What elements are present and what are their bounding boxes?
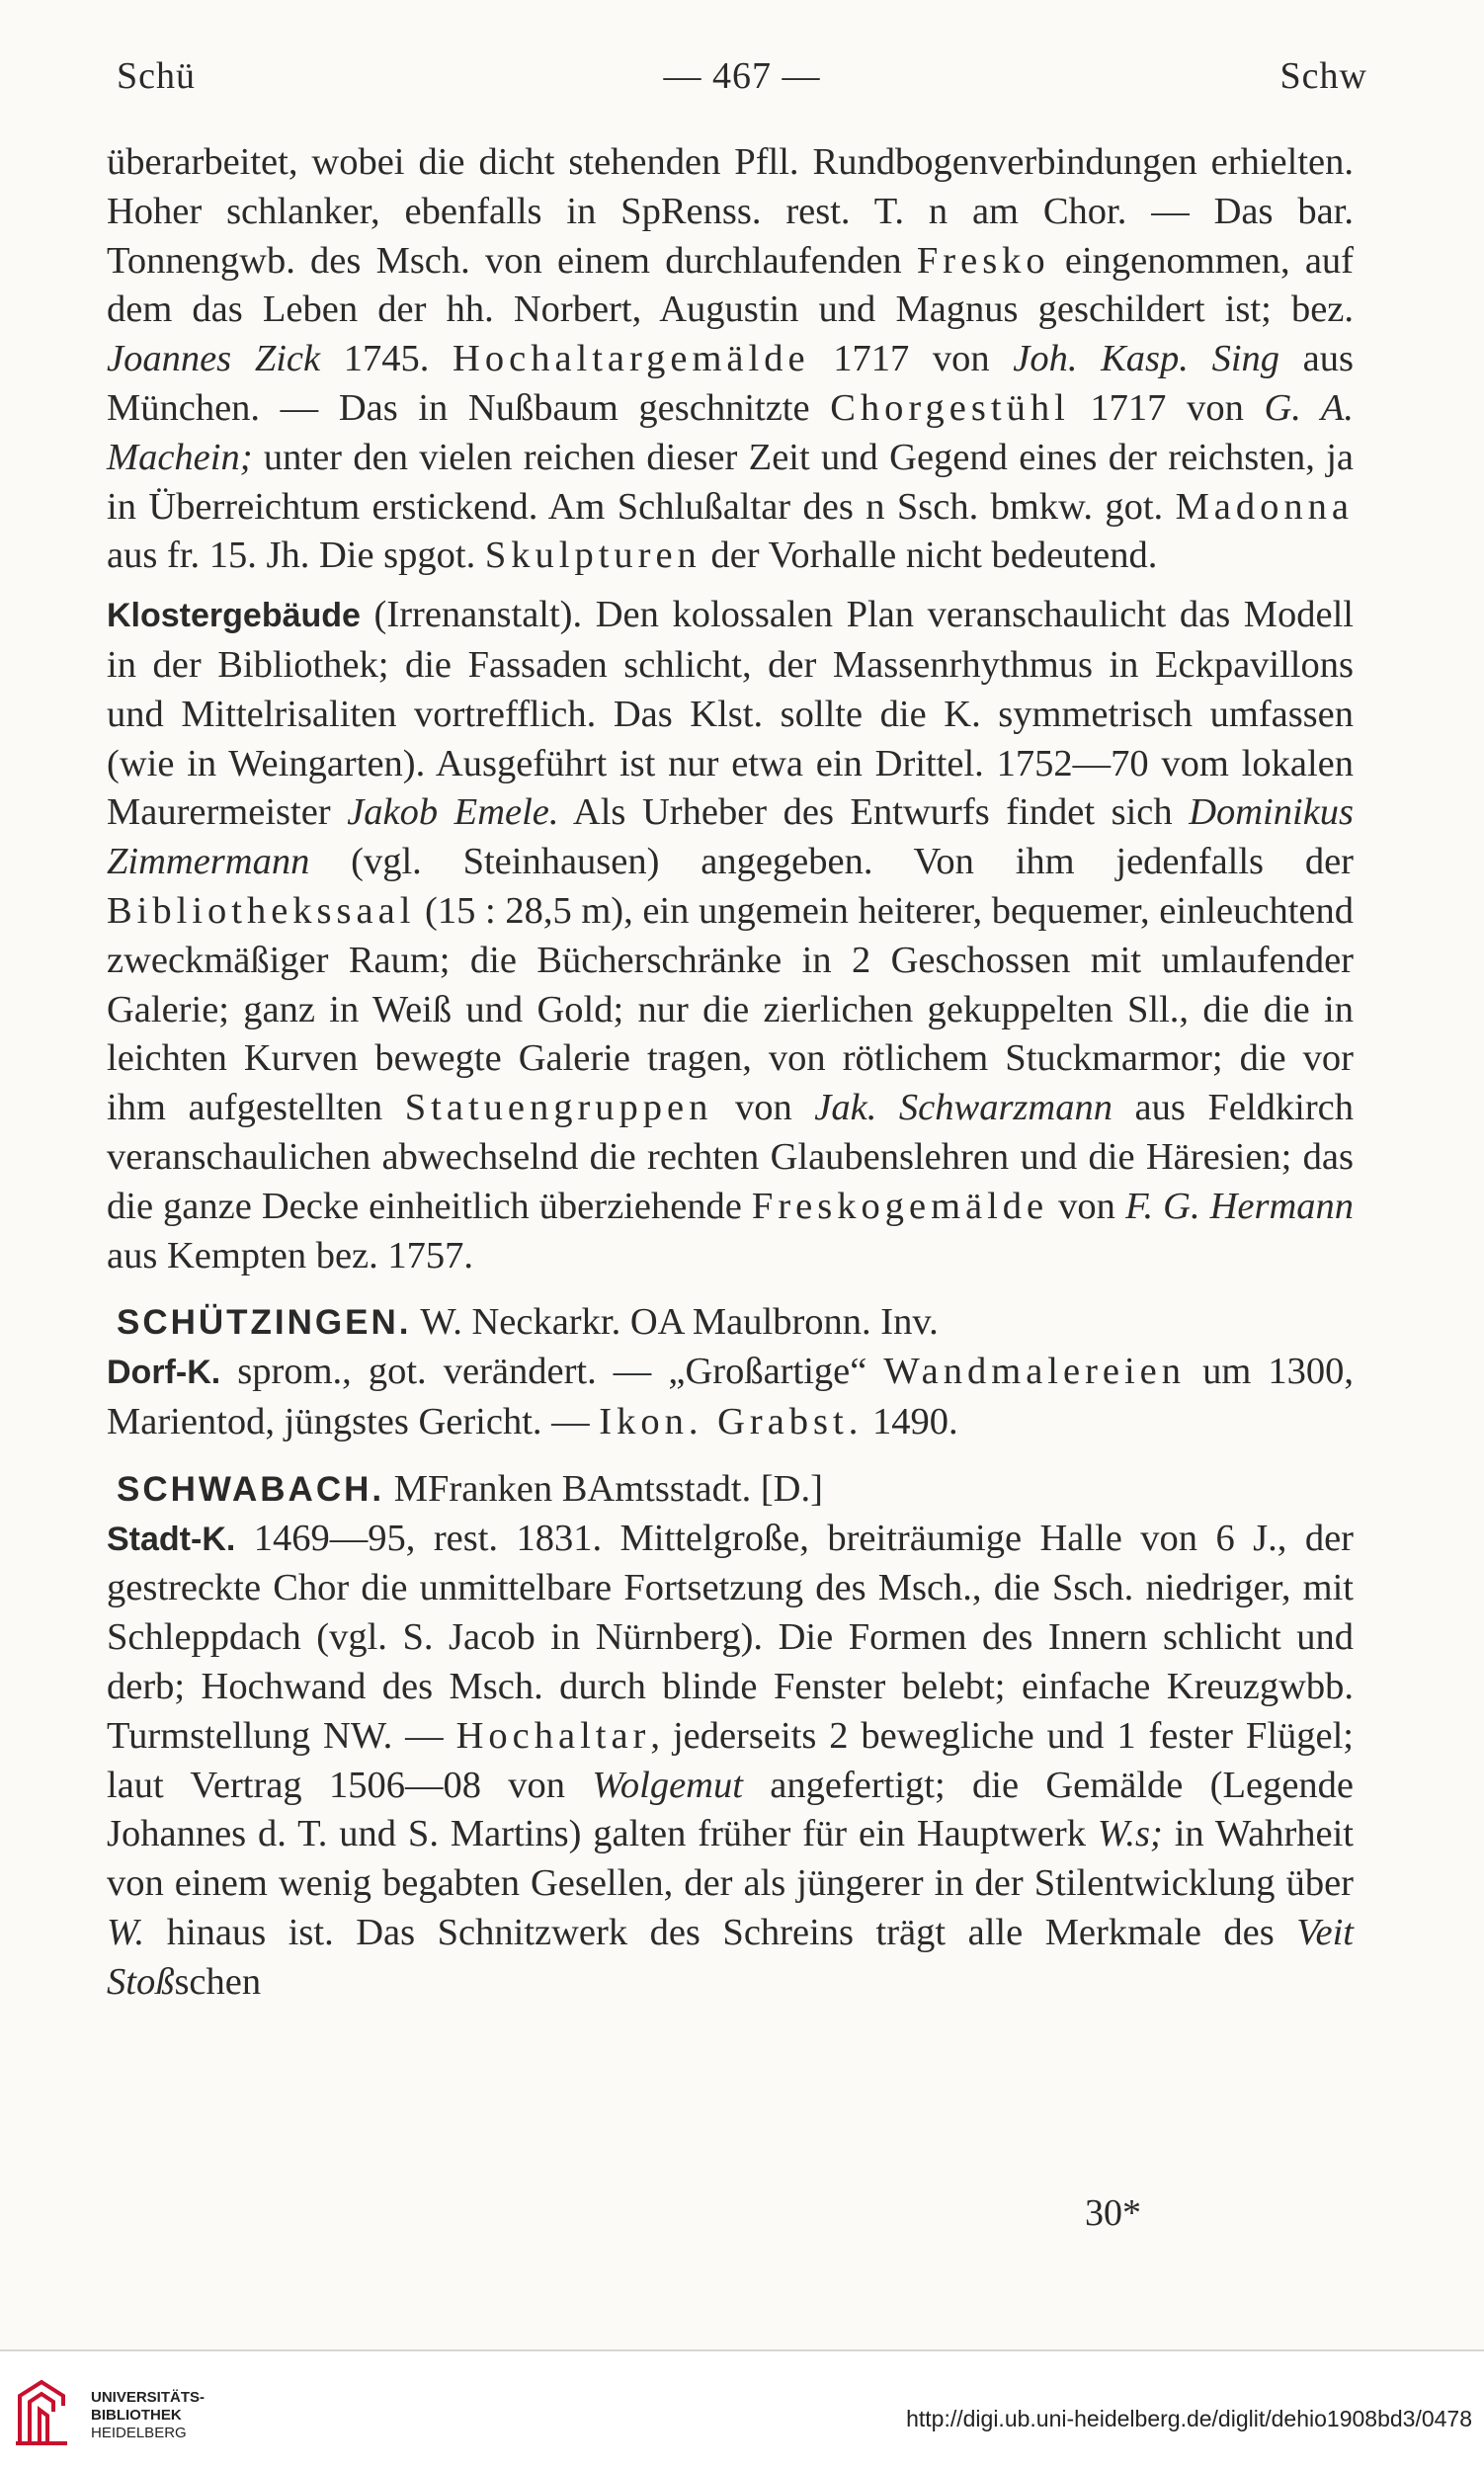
institution-line-3: HEIDELBERG [91, 2425, 187, 2441]
spaced-term: Skulpturen [484, 535, 701, 577]
text-run: der Vorhalle nicht bedeutend. [701, 535, 1158, 577]
spaced-term: Hochaltar [455, 1714, 651, 1757]
entry-keyword: SCHWABACH. [117, 1469, 385, 1509]
text-run: eingenommen, auf dem das Leben der hh. Norbert, Augustin und Magnus geschildert ist; bez. [107, 239, 1354, 331]
library-footer [0, 2349, 1484, 2469]
text-run: in Wahrheit von einem wenig begabten Gesellen, der als jüngerer in der Stilentwicklung über [107, 1813, 1355, 1905]
text-run: W. Neckarkr. OA Maulbronn. Inv. [411, 1301, 939, 1344]
institution-name [91, 2389, 205, 2442]
spaced-term: Statuengruppen [404, 1087, 713, 1129]
text-run: Als Urheber des Entwurfs findet sich [558, 791, 1190, 834]
spaced-term: Bibliothekssaal [107, 889, 416, 932]
text-run: schen [174, 1960, 262, 2003]
text-run: von [712, 1087, 815, 1129]
italic-name: F. G. Hermann [1124, 1185, 1355, 1227]
italic-name: W. [107, 1911, 145, 1953]
signature-mark: 30* [1085, 2192, 1141, 2234]
header-left: Schü [117, 55, 196, 97]
text-run: überarbeitet, wobei die dicht stehenden Pfll. Rundbogenverbindungen erhielten. Hoher schlanker, ebenfalls in SpRenss. rest. T. n am Chor. — Das bar. Tonnengwb. des Msch. von einem durchlaufenden [107, 141, 1354, 282]
entry-heading-schwabach [107, 1465, 1354, 1515]
text-run: (15 : 28,5 m), ein ungemein heiterer, bequemer, einleuchtend zweckmäßiger Raum; die Bücherschränke in 2 Geschossen mit umlaufender Galerie; ganz in Weiß und Gold; nur die zierlichen gekuppelten Sll., die die in leichten Kurven bewegte Galerie tragen, von rötlichem Stuckmarmor; die vor ihm aufgestellten [107, 889, 1354, 1129]
text-run: sprom., got. verändert. — „Großartige“ [220, 1351, 884, 1393]
italic-name: G. A. Machein; [107, 386, 1354, 478]
italic-name: Joh. Kasp. Sing [1013, 338, 1280, 380]
entry-heading-schuetzingen [107, 1298, 1354, 1348]
italic-name: W.s; [1097, 1813, 1163, 1855]
text-run: hinaus ist. Das Schnitzwerk des Schreins trägt alle Merkmale des [144, 1911, 1297, 1953]
running-header [117, 54, 1367, 114]
spaced-term: Fresko [916, 239, 1050, 282]
paragraph-schussenried-church [107, 138, 1354, 581]
institution-line-2: BIBLIOTHEK [91, 2407, 182, 2424]
italic-name: Dominikus Zimmermann [107, 791, 1355, 883]
entry-keyword: Dorf-K. [107, 1354, 221, 1392]
text-run: 1490. [863, 1400, 958, 1442]
entry-keyword: Stadt-K. [107, 1520, 236, 1558]
spaced-term: Madonna [1175, 485, 1354, 528]
institution-line-1: UNIVERSITÄTS- [91, 2389, 206, 2406]
paragraph-klostergebaeude [107, 591, 1354, 1280]
italic-name: Jak. Schwarzmann [814, 1087, 1113, 1129]
text-run: MFranken BAmtsstadt. [D.] [384, 1467, 823, 1510]
spaced-term: Chorgestühl [830, 386, 1070, 429]
text-run: aus Kempten bez. 1757. [107, 1234, 473, 1276]
entry-keyword: Klostergebäude [107, 597, 361, 635]
paragraph-stadt-kirche [107, 1515, 1354, 2008]
page-number: — 467 — [663, 55, 821, 97]
text-run: (Irrenanstalt). Den kolossalen Plan veranschaulicht das Modell in der Bibliothek; die Fassaden schlicht, der Massenrhythmus in Eckpavillons und Mittelrisaliten vortrefflich. Das Klst. sollte die K. symmetrisch umfassen (wie in Weingarten). Ausgeführt ist nur etwa ein Drittel. 1752—70 vom lokalen Maurermeister [107, 594, 1354, 834]
text-run: unter den vielen reichen dieser Zeit und Gegend eines der reichsten, ja in Überreichtum erstickend. Am Schlußaltar des n Ssch. bmkw. got. [107, 436, 1354, 528]
paragraph-dorf-kirche [107, 1348, 1354, 1447]
ub-heidelberg-logo-icon [12, 2376, 73, 2447]
text-run: (vgl. Steinhausen) angegeben. Von ihm jedenfalls der [309, 841, 1354, 883]
text-run: 1469—95, rest. 1831. Mittelgroße, breiträumige Halle von 6 J., der gestreckte Chor die unmittelbare Fortsetzung des Msch., die Ssch. niedriger, mit Schleppdach (vgl. S. Jacob in Nürnberg). Die Formen des Innern schlicht und derb; Hochwand des Msch. durch blinde Fenster belebt; einfache Kreuzgwbb. Turmstellung NW. — [107, 1517, 1354, 1757]
spaced-term: Hochaltargemälde [453, 338, 810, 380]
text-run: von [1048, 1185, 1125, 1227]
header-right: Schw [1279, 55, 1367, 97]
text-run: 1745. [320, 338, 453, 380]
text-run: aus Feldkirch veranschaulichen abwechselnd die rechten Glaubenslehren und die Häresien; das die ganze Decke einheitlich überziehende [107, 1087, 1354, 1227]
text-run: , jederseits 2 bewegliche und 1 fester Flügel; laut Vertrag 1506—08 von [107, 1714, 1354, 1806]
italic-name: Joannes Zick [107, 338, 321, 380]
italic-name: Jakob Emele. [347, 791, 559, 834]
italic-name: Veit Stoß [107, 1911, 1354, 2003]
italic-name: Wolgemut [592, 1764, 743, 1806]
text-run: 1717 von [809, 338, 1014, 380]
spaced-term: Ikon. Grabst. [599, 1400, 864, 1442]
text-run: angefertigt; die Gemälde (Legende Johannes d. T. und S. Martins) galten früher für ein Hauptwerk [107, 1764, 1354, 1855]
source-url-link[interactable]: http://digi.ub.uni-heidelberg.de/diglit/dehio1908bd3/0478 [906, 2406, 1472, 2431]
text-run: 1717 von [1069, 386, 1265, 429]
spaced-term: Wandmalereien [883, 1351, 1187, 1393]
spaced-term: Freskogemälde [751, 1185, 1049, 1227]
text-run: um 1300, Marientod, jüngstes Gericht. — [107, 1351, 1354, 1442]
entry-keyword: SCHÜTZINGEN. [117, 1303, 412, 1343]
text-body [107, 138, 1354, 2007]
text-run: aus fr. 15. Jh. Die spgot. [107, 535, 485, 577]
text-run: aus München. — Das in Nußbaum geschnitzte [107, 338, 1355, 429]
